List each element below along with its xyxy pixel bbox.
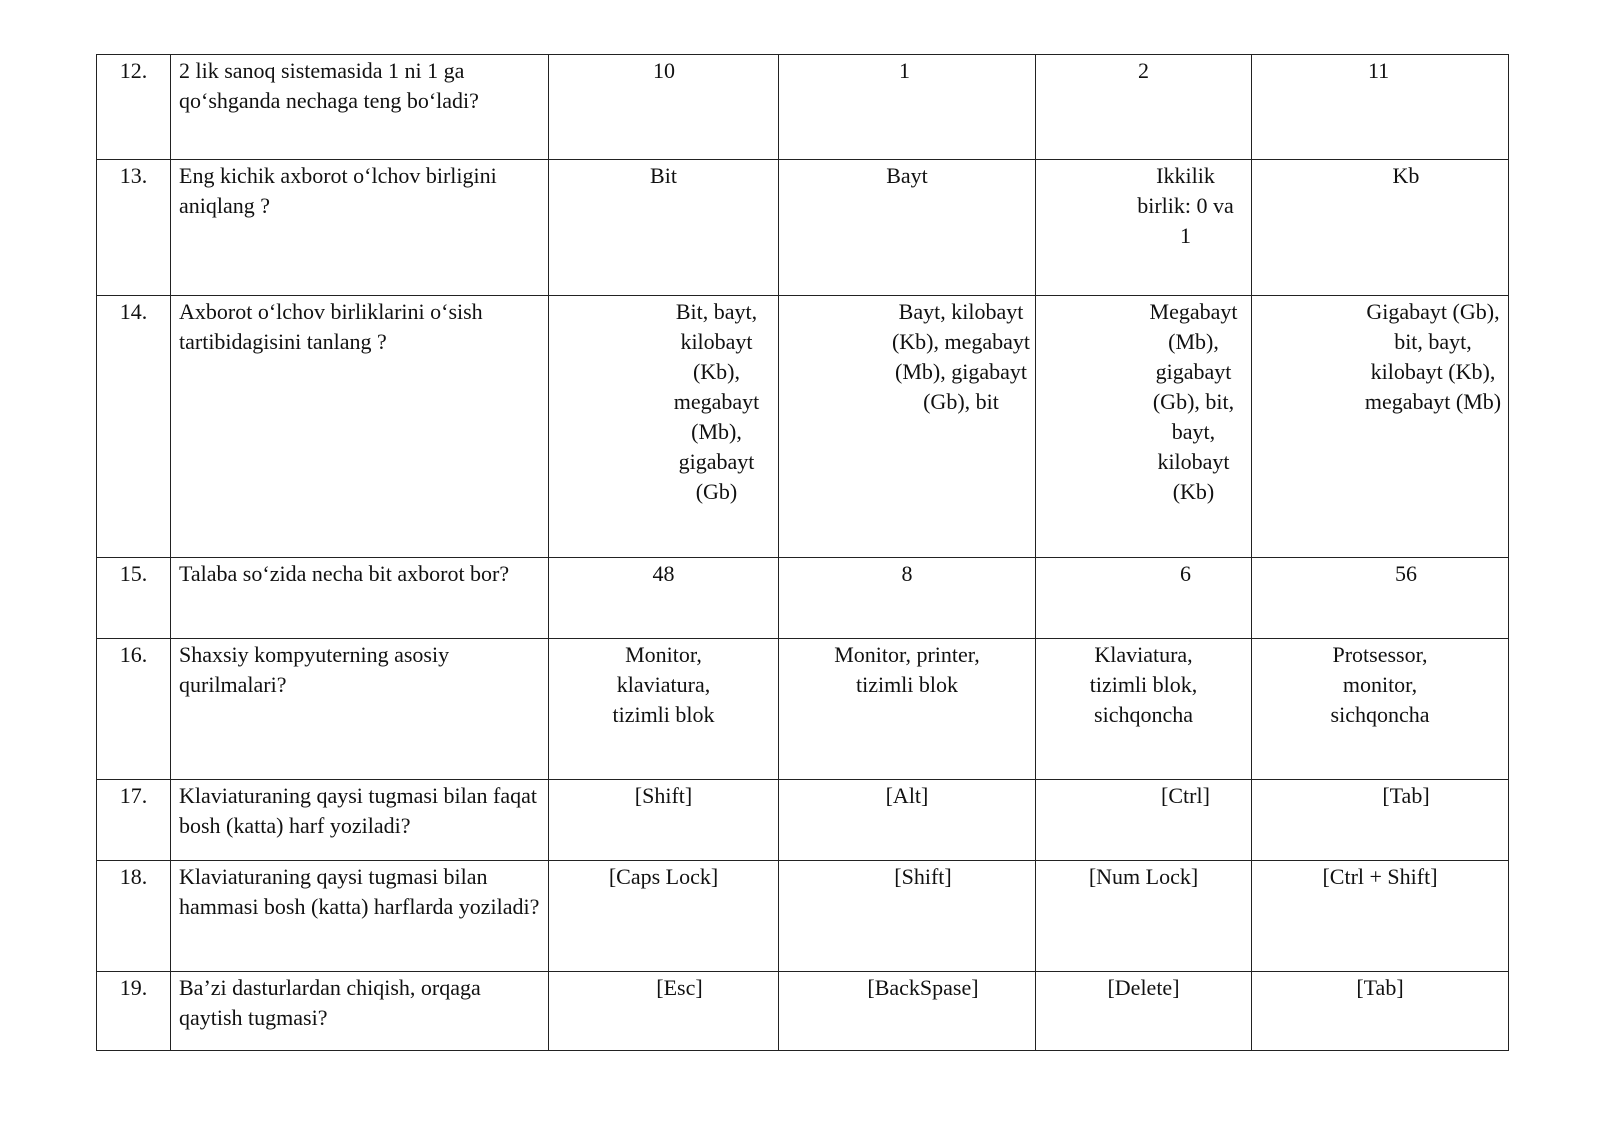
option-d bbox=[1252, 558, 1509, 639]
option-d bbox=[1252, 296, 1509, 558]
option-b-text: [BackSpase] bbox=[867, 975, 979, 1000]
option-a bbox=[549, 160, 779, 296]
option-a-text: Bit, bayt, kilobayt (Kb), megabayt (Mb), gigabayt (Gb) bbox=[673, 299, 760, 504]
option-c-text: Megabayt (Mb), gigabayt (Gb), bit, bayt, kilobayt (Kb) bbox=[1149, 299, 1238, 504]
option-b bbox=[779, 160, 1036, 296]
option-a bbox=[549, 558, 779, 639]
question-number: 14. bbox=[97, 296, 171, 558]
option-c bbox=[1036, 780, 1252, 861]
option-d bbox=[1252, 160, 1509, 296]
option-c-text: [Ctrl] bbox=[1161, 783, 1210, 808]
table-row bbox=[97, 558, 1509, 639]
question-text: 2 lik sanoq sistemasida 1 ni 1 ga qo‘shganda nechaga teng bo‘ladi? bbox=[171, 55, 549, 160]
question-number: 18. bbox=[97, 861, 171, 972]
option-b-text: [Shift] bbox=[894, 864, 952, 889]
option-b bbox=[779, 861, 1036, 972]
option-b-text: Bayt, kilobayt (Kb), megabayt (Mb), gigabayt (Gb), bit bbox=[891, 299, 1031, 414]
option-a bbox=[549, 55, 779, 160]
option-a bbox=[549, 972, 779, 1051]
table-row bbox=[97, 780, 1509, 861]
option-d bbox=[1252, 55, 1509, 160]
table-row bbox=[97, 861, 1509, 972]
question-text: Axborot o‘lchov birliklarini o‘sish tartibidagisini tanlang ? bbox=[171, 296, 549, 558]
option-b bbox=[779, 55, 1036, 160]
question-text: Klaviaturaning qaysi tugmasi bilan faqat bosh (katta) harf yoziladi? bbox=[171, 780, 549, 861]
option-a-text: [Esc] bbox=[656, 975, 703, 1000]
option-d-text: 56 bbox=[1395, 561, 1417, 586]
question-number: 16. bbox=[97, 639, 171, 780]
option-b-text: 8 bbox=[901, 561, 913, 586]
option-b bbox=[779, 780, 1036, 861]
table-row bbox=[97, 639, 1509, 780]
option-a bbox=[549, 296, 779, 558]
question-text: Klaviaturaning qaysi tugmasi bilan hammasi bosh (katta) harflarda yoziladi? bbox=[171, 861, 549, 972]
question-number: 13. bbox=[97, 160, 171, 296]
option-b bbox=[779, 296, 1036, 558]
question-text: Talaba so‘zida necha bit axborot bor? bbox=[171, 558, 549, 639]
option-c bbox=[1036, 55, 1252, 160]
option-c bbox=[1036, 861, 1252, 972]
option-b-text: [Alt] bbox=[885, 783, 929, 808]
option-d bbox=[1252, 639, 1509, 780]
option-c-text: [Num Lock] bbox=[1088, 864, 1199, 889]
option-c bbox=[1036, 639, 1252, 780]
question-text: Ba’zi dasturlardan chiqish, orqaga qaytish tugmasi? bbox=[171, 972, 549, 1051]
option-a-text: Monitor, klaviatura, tizimli blok bbox=[612, 642, 715, 727]
option-a bbox=[549, 861, 779, 972]
option-b bbox=[779, 972, 1036, 1051]
option-c bbox=[1036, 296, 1252, 558]
option-c-text: [Delete] bbox=[1107, 975, 1180, 1000]
option-d-text: Protsessor, monitor, sichqoncha bbox=[1330, 642, 1430, 727]
table-row bbox=[97, 160, 1509, 296]
option-b-text: 1 bbox=[899, 58, 910, 83]
option-b-text: Monitor, printer, tizimli blok bbox=[834, 642, 980, 697]
option-b bbox=[779, 639, 1036, 780]
option-c-text: 2 bbox=[1138, 58, 1149, 83]
option-d-text: [Tab] bbox=[1356, 975, 1404, 1000]
quiz-table bbox=[96, 54, 1509, 1051]
option-d bbox=[1252, 972, 1509, 1051]
question-text: Shaxsiy kompyuterning asosiy qurilmalari? bbox=[171, 639, 549, 780]
option-a bbox=[549, 780, 779, 861]
option-c bbox=[1036, 558, 1252, 639]
question-number: 17. bbox=[97, 780, 171, 861]
option-d-text: 11 bbox=[1368, 58, 1390, 83]
option-c-text: 6 bbox=[1180, 561, 1191, 586]
option-d-text: [Ctrl + Shift] bbox=[1322, 864, 1438, 889]
option-a bbox=[549, 639, 779, 780]
question-number: 15. bbox=[97, 558, 171, 639]
option-a-text: [Shift] bbox=[634, 783, 693, 808]
option-c-text: Klaviatura, tizimli blok, sichqoncha bbox=[1089, 642, 1198, 727]
table-row bbox=[97, 296, 1509, 558]
option-a-text: 10 bbox=[653, 58, 675, 83]
option-c bbox=[1036, 972, 1252, 1051]
question-text: Eng kichik axborot o‘lchov birligini aniqlang ? bbox=[171, 160, 549, 296]
option-a-text: [Caps Lock] bbox=[608, 864, 719, 889]
table-row bbox=[97, 972, 1509, 1051]
table-row bbox=[97, 55, 1509, 160]
option-d-text: Gigabayt (Gb), bit, bayt, kilobayt (Kb), megabayt (Mb) bbox=[1364, 299, 1502, 414]
option-d-text: Kb bbox=[1392, 163, 1420, 188]
option-c bbox=[1036, 160, 1252, 296]
option-b bbox=[779, 558, 1036, 639]
option-b-text: Bayt bbox=[886, 163, 928, 188]
option-d bbox=[1252, 780, 1509, 861]
option-d bbox=[1252, 861, 1509, 972]
question-number: 12. bbox=[97, 55, 171, 160]
question-number: 19. bbox=[97, 972, 171, 1051]
option-a-text: 48 bbox=[652, 561, 675, 586]
option-d-text: [Tab] bbox=[1382, 783, 1430, 808]
option-c-text: Ikkilik birlik: 0 va 1 bbox=[1137, 163, 1234, 248]
option-a-text: Bit bbox=[650, 163, 677, 188]
